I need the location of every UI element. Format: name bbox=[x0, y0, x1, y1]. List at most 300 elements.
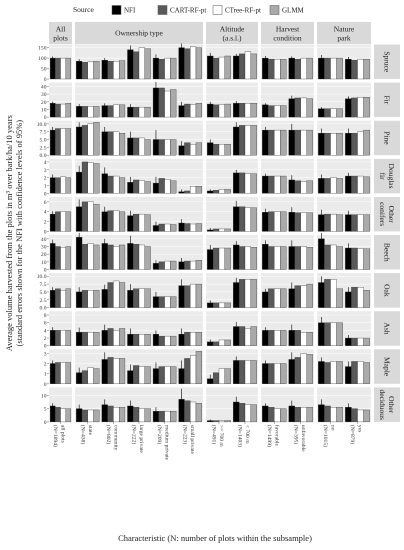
bar bbox=[307, 181, 313, 194]
bar bbox=[301, 98, 307, 117]
bar bbox=[301, 353, 307, 383]
bar bbox=[239, 207, 245, 232]
y-axis-title: Average volume harvested from the plots in m³ over bark/ha/10 years bbox=[4, 115, 14, 352]
bar bbox=[82, 371, 88, 384]
bar bbox=[219, 189, 225, 193]
col-strip-label: Harvest bbox=[275, 24, 300, 34]
bar bbox=[358, 59, 364, 79]
bar bbox=[159, 262, 165, 270]
bar bbox=[170, 336, 176, 346]
bar bbox=[119, 358, 125, 383]
bar bbox=[108, 211, 114, 232]
bar bbox=[337, 133, 343, 155]
bar bbox=[61, 129, 66, 156]
bar bbox=[262, 364, 268, 384]
bar bbox=[66, 103, 71, 117]
bar bbox=[295, 98, 301, 117]
bar bbox=[337, 58, 343, 79]
x-tick-label: (N=879) bbox=[349, 424, 355, 445]
bar bbox=[94, 106, 100, 117]
bar bbox=[351, 60, 357, 79]
bar bbox=[295, 130, 301, 155]
bar bbox=[262, 58, 268, 79]
bar bbox=[190, 261, 196, 269]
bar bbox=[94, 369, 100, 384]
y-tick-label: 7.5 bbox=[39, 282, 47, 289]
bar bbox=[331, 361, 337, 383]
bar bbox=[225, 104, 231, 117]
bar bbox=[331, 109, 337, 117]
bar bbox=[351, 361, 357, 383]
bar bbox=[239, 279, 245, 307]
bar bbox=[337, 178, 343, 193]
bar bbox=[307, 58, 313, 79]
bar bbox=[184, 224, 190, 232]
bar bbox=[262, 130, 268, 155]
x-tick-label: community bbox=[112, 424, 119, 451]
x-tick-label: (N=1499) bbox=[265, 424, 272, 448]
bar bbox=[351, 98, 357, 117]
row-strip-label: Douglas bbox=[387, 163, 396, 189]
bar bbox=[165, 179, 171, 193]
bar bbox=[295, 181, 301, 194]
bar bbox=[301, 130, 307, 155]
bar bbox=[66, 289, 71, 308]
y-tick-label: 0 bbox=[43, 77, 47, 83]
bar bbox=[324, 214, 330, 231]
row-strip-label: fir bbox=[378, 172, 387, 180]
bar bbox=[108, 283, 114, 308]
bar bbox=[280, 130, 286, 155]
row-strip-label: Fir bbox=[382, 95, 392, 105]
x-tick-group bbox=[266, 425, 281, 447]
bar bbox=[55, 212, 60, 232]
bar bbox=[94, 164, 100, 194]
y-tick-label: 0 bbox=[43, 115, 47, 122]
bar bbox=[133, 138, 139, 155]
bar bbox=[139, 214, 145, 231]
bar bbox=[139, 334, 145, 346]
bar bbox=[301, 213, 307, 232]
y-tick-label: 0 bbox=[43, 267, 47, 274]
bar bbox=[268, 330, 274, 345]
y-tick-label: 8 bbox=[43, 313, 47, 320]
bar bbox=[280, 176, 286, 193]
bar bbox=[331, 178, 337, 194]
bar bbox=[213, 303, 219, 308]
bar bbox=[190, 186, 196, 193]
bar bbox=[127, 50, 133, 79]
bar bbox=[251, 208, 257, 232]
bar bbox=[139, 107, 145, 117]
bar bbox=[88, 290, 94, 307]
y-tick-label: 4 bbox=[43, 328, 47, 335]
bar bbox=[295, 330, 301, 345]
y-tick-label: 150 bbox=[38, 45, 47, 52]
bar bbox=[331, 58, 337, 79]
bar bbox=[358, 410, 364, 422]
bar bbox=[66, 178, 71, 194]
bar bbox=[88, 368, 94, 384]
bar bbox=[61, 290, 66, 307]
bar bbox=[145, 215, 151, 232]
bar bbox=[133, 244, 139, 269]
y-tick-label: 10 bbox=[40, 393, 47, 400]
bar bbox=[190, 402, 196, 422]
y-tick-label: 2.5 bbox=[39, 297, 47, 304]
bar bbox=[337, 247, 343, 270]
row-strip-label-group bbox=[383, 131, 392, 145]
bar bbox=[82, 410, 88, 422]
bar bbox=[133, 366, 139, 384]
bar bbox=[213, 421, 219, 422]
bar bbox=[184, 143, 190, 156]
y-axis-title: (standard errors shown for the NFI with confidence levels of 95%) bbox=[14, 119, 24, 347]
x-tick-label: (N=395) bbox=[292, 424, 299, 445]
legend-label: CART-RF-pt bbox=[170, 6, 207, 15]
bar bbox=[225, 248, 231, 269]
bar bbox=[94, 204, 100, 231]
x-tick-label: small private bbox=[189, 424, 196, 454]
bar bbox=[351, 287, 357, 307]
bar bbox=[358, 176, 364, 193]
bar bbox=[245, 328, 251, 345]
bar bbox=[165, 91, 171, 117]
bar bbox=[245, 279, 251, 307]
x-tick-label: medium private bbox=[163, 424, 170, 461]
bar bbox=[196, 48, 202, 79]
bar bbox=[88, 332, 94, 345]
legend-key bbox=[112, 6, 121, 15]
y-tick-label: 1 bbox=[43, 371, 47, 378]
bar bbox=[337, 361, 343, 383]
bar bbox=[274, 106, 280, 118]
bar bbox=[295, 286, 301, 308]
bar bbox=[145, 247, 151, 270]
bar bbox=[331, 133, 337, 155]
bar bbox=[301, 182, 307, 194]
bar bbox=[94, 332, 100, 345]
y-tick-label: 6 bbox=[43, 199, 47, 206]
bar bbox=[133, 180, 139, 193]
bar bbox=[82, 244, 88, 269]
bar bbox=[324, 245, 330, 270]
bar bbox=[139, 289, 145, 308]
bar bbox=[324, 109, 330, 117]
y-tick-label: 30 bbox=[40, 244, 47, 251]
bar bbox=[159, 178, 165, 193]
bar bbox=[245, 125, 251, 155]
legend-label: NFI bbox=[124, 6, 136, 15]
bar bbox=[184, 191, 190, 193]
bar bbox=[159, 224, 165, 231]
y-tick-label: 2 bbox=[43, 219, 47, 226]
bar bbox=[268, 407, 274, 422]
bar bbox=[358, 132, 364, 156]
bar bbox=[133, 52, 139, 79]
row-strip-label-group bbox=[383, 322, 392, 334]
bar bbox=[213, 229, 219, 231]
bar bbox=[108, 176, 114, 193]
bar bbox=[351, 248, 357, 269]
bar bbox=[108, 61, 114, 79]
bar bbox=[268, 247, 274, 270]
bar bbox=[139, 245, 145, 270]
x-tick-label: unfavorable bbox=[299, 424, 306, 452]
y-tick-label: 4 bbox=[43, 159, 47, 166]
bar bbox=[66, 247, 71, 270]
row-strip-label-group bbox=[383, 51, 392, 72]
bar bbox=[102, 60, 108, 79]
bar bbox=[351, 215, 357, 232]
bar bbox=[251, 54, 257, 79]
bar bbox=[184, 401, 190, 422]
bar bbox=[170, 140, 176, 156]
bar bbox=[331, 407, 337, 422]
bar bbox=[196, 224, 202, 232]
bar bbox=[225, 229, 231, 231]
bar bbox=[184, 104, 190, 117]
bar bbox=[331, 323, 337, 346]
bar bbox=[245, 174, 251, 194]
x-tick-label: yes bbox=[356, 424, 363, 433]
bar bbox=[133, 407, 139, 422]
y-axis-title-group bbox=[4, 115, 24, 351]
bar bbox=[324, 58, 330, 79]
bar bbox=[119, 178, 125, 194]
x-tick-group bbox=[131, 425, 145, 454]
bar bbox=[268, 364, 274, 384]
bar bbox=[324, 279, 330, 307]
x-tick-group bbox=[211, 425, 225, 447]
bar bbox=[219, 57, 225, 79]
bar bbox=[225, 56, 231, 79]
bar bbox=[245, 103, 251, 117]
bar bbox=[331, 279, 337, 307]
x-tick-group bbox=[182, 425, 196, 455]
bar bbox=[213, 190, 219, 193]
bar bbox=[324, 178, 330, 193]
bar bbox=[170, 58, 176, 79]
bar bbox=[66, 129, 71, 156]
y-tick-label: 0.0 bbox=[39, 305, 47, 312]
bar bbox=[219, 144, 225, 155]
bar bbox=[268, 106, 274, 118]
bar bbox=[351, 409, 357, 422]
row-strip-label: Beech bbox=[382, 242, 392, 262]
row-strip-label-group bbox=[378, 202, 396, 226]
bar bbox=[219, 421, 225, 422]
bar bbox=[108, 357, 114, 383]
bar bbox=[82, 332, 88, 345]
bar bbox=[196, 260, 202, 269]
bar bbox=[184, 286, 190, 308]
legend-key bbox=[213, 6, 222, 15]
bar bbox=[94, 61, 100, 79]
bar bbox=[331, 214, 337, 231]
y-tick-label: 0.0 bbox=[39, 153, 47, 160]
x-tick-group bbox=[237, 425, 251, 447]
y-tick-label: 5 bbox=[43, 406, 47, 413]
bar bbox=[324, 406, 330, 422]
bar bbox=[245, 360, 251, 383]
legend-label: GLMM bbox=[282, 6, 304, 15]
bar bbox=[82, 162, 88, 193]
bar bbox=[196, 284, 202, 308]
bar bbox=[190, 224, 196, 231]
bar bbox=[170, 411, 176, 422]
y-tick-label: 10 bbox=[40, 259, 47, 266]
bar bbox=[159, 140, 165, 156]
bar bbox=[364, 215, 370, 232]
bar bbox=[55, 330, 60, 345]
bar bbox=[219, 303, 225, 308]
bar bbox=[145, 409, 151, 422]
row-strip-label: Oak bbox=[382, 284, 392, 297]
bar bbox=[108, 245, 114, 270]
y-tick-label: 10.0 bbox=[36, 274, 47, 281]
bar bbox=[280, 106, 286, 118]
x-tick-group bbox=[292, 425, 307, 452]
bar bbox=[219, 105, 225, 117]
y-tick-label: 2 bbox=[43, 336, 47, 343]
bar bbox=[239, 403, 245, 422]
col-strip-label: (a.s.l.) bbox=[222, 33, 242, 43]
bar bbox=[61, 58, 66, 79]
bar bbox=[225, 144, 231, 155]
bar bbox=[196, 332, 202, 345]
bar bbox=[190, 332, 196, 345]
bar bbox=[108, 328, 114, 345]
bar bbox=[274, 59, 280, 79]
y-tick-label: 0 bbox=[43, 191, 47, 198]
bar bbox=[274, 212, 280, 232]
bar bbox=[245, 208, 251, 232]
bar bbox=[239, 54, 245, 79]
col-strip-label: Altitude bbox=[219, 24, 245, 34]
bar bbox=[307, 247, 313, 269]
bar bbox=[324, 323, 330, 346]
x-axis-title: Characteristic (N: number of plots within the subsample) bbox=[118, 533, 312, 543]
x-tick-group bbox=[349, 425, 363, 444]
legend-key bbox=[270, 6, 279, 15]
bar bbox=[50, 130, 55, 155]
bar bbox=[165, 297, 171, 308]
bar bbox=[61, 362, 66, 383]
bar bbox=[207, 56, 213, 79]
bar bbox=[145, 367, 151, 384]
bar bbox=[113, 330, 119, 345]
bar bbox=[364, 362, 370, 383]
bar bbox=[245, 405, 251, 422]
bar bbox=[76, 61, 82, 79]
bar bbox=[55, 289, 60, 308]
bar bbox=[170, 367, 176, 384]
bar bbox=[274, 330, 280, 345]
bar bbox=[61, 247, 66, 269]
bar bbox=[133, 334, 139, 346]
bar bbox=[364, 97, 370, 117]
bar bbox=[184, 261, 190, 269]
bar bbox=[295, 407, 301, 422]
bar bbox=[280, 409, 286, 422]
bar bbox=[66, 330, 71, 345]
bar bbox=[213, 248, 219, 269]
y-tick-label: 40 bbox=[40, 84, 47, 91]
bar bbox=[61, 212, 66, 232]
bar bbox=[119, 61, 125, 79]
bar bbox=[113, 105, 119, 117]
bar bbox=[364, 290, 370, 307]
row-strip-label: conifers bbox=[378, 202, 387, 227]
y-tick-label: 40 bbox=[40, 236, 47, 243]
row-strip-label-group bbox=[383, 357, 392, 377]
bar bbox=[170, 297, 176, 308]
bar bbox=[94, 290, 100, 307]
bar bbox=[145, 140, 151, 156]
bar bbox=[364, 249, 370, 270]
bar bbox=[113, 247, 119, 270]
bar bbox=[190, 355, 196, 383]
bar bbox=[82, 62, 88, 79]
bar bbox=[159, 367, 165, 384]
bar bbox=[358, 361, 364, 383]
bar bbox=[61, 409, 66, 422]
col-strip-label: Nature bbox=[333, 24, 355, 34]
col-strip-label: Ownership type bbox=[115, 28, 163, 38]
bar bbox=[337, 289, 343, 308]
bar bbox=[119, 133, 125, 155]
bar bbox=[295, 213, 301, 232]
x-tick-group bbox=[52, 425, 66, 447]
col-strip-label: All bbox=[55, 24, 66, 34]
bar bbox=[268, 130, 274, 155]
y-tick-label: 5.0 bbox=[39, 137, 47, 144]
bar bbox=[88, 106, 94, 117]
y-tick-label: 2.5 bbox=[39, 145, 47, 152]
bar bbox=[139, 367, 145, 384]
bar bbox=[119, 105, 125, 117]
bar bbox=[251, 327, 257, 346]
bar bbox=[119, 407, 125, 422]
y-tick-label: 100 bbox=[38, 56, 47, 63]
legend-key bbox=[158, 6, 167, 15]
bar bbox=[251, 103, 257, 117]
col-strip-label: park bbox=[337, 33, 351, 43]
bar bbox=[119, 245, 125, 270]
bar bbox=[145, 289, 151, 308]
bar bbox=[170, 90, 176, 118]
y-tick-label: 2 bbox=[43, 175, 47, 182]
bar bbox=[165, 224, 171, 231]
bar bbox=[280, 330, 286, 345]
row-strip-label: Ash bbox=[382, 322, 392, 335]
bar bbox=[274, 247, 280, 270]
bar bbox=[274, 130, 280, 155]
bar bbox=[219, 229, 225, 231]
bar bbox=[364, 130, 370, 155]
bar bbox=[268, 212, 274, 232]
bar bbox=[295, 59, 301, 79]
bar bbox=[233, 56, 239, 79]
legend-title: Source bbox=[73, 5, 94, 14]
bar bbox=[145, 49, 151, 79]
bar bbox=[251, 405, 257, 422]
bar bbox=[251, 125, 257, 155]
bar bbox=[165, 411, 171, 422]
y-tick-label: 20 bbox=[40, 99, 47, 106]
bar bbox=[239, 247, 245, 270]
